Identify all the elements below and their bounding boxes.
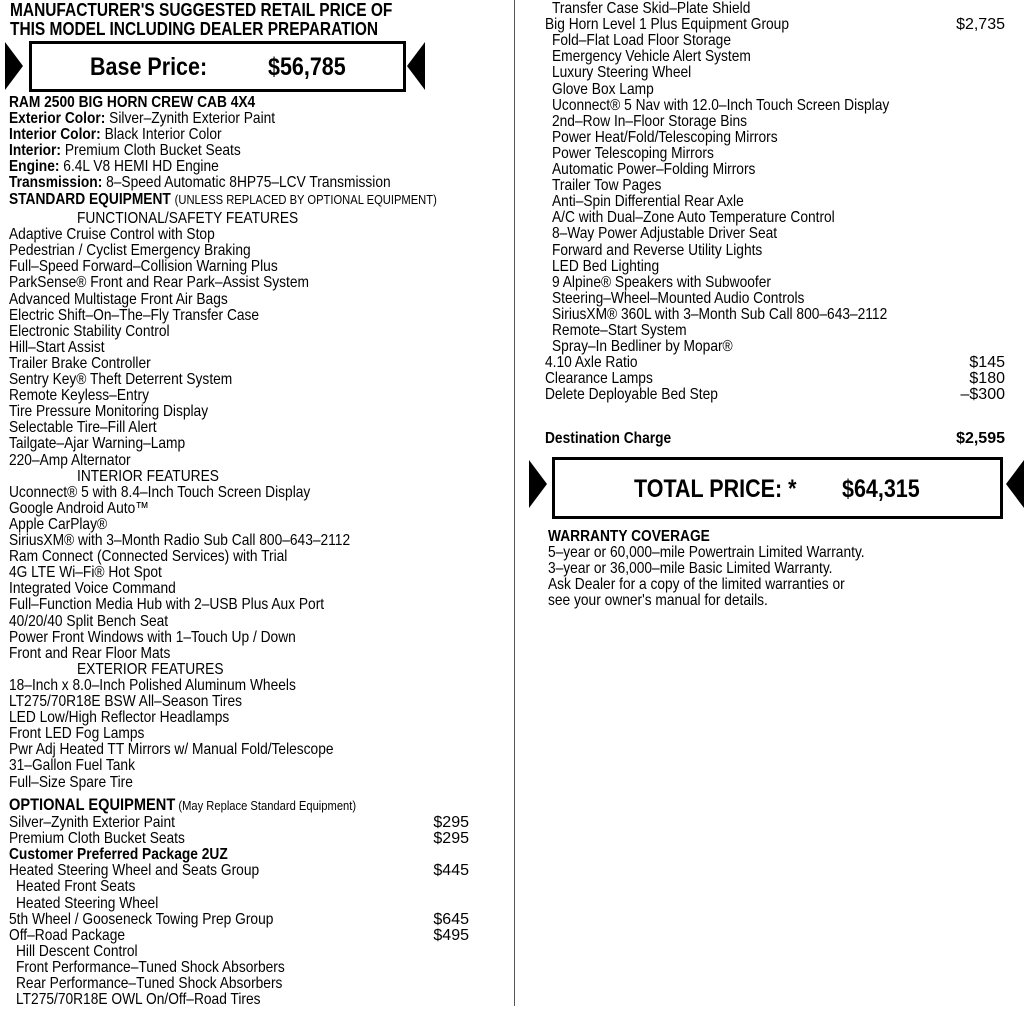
list-item: Tailgate–Ajar Warning–Lamp xyxy=(9,435,186,453)
arrow-left-icon xyxy=(407,42,425,90)
interior: Interior: Premium Cloth Bucket Seats xyxy=(9,142,241,159)
list-item: Remote Keyless–Entry xyxy=(9,387,149,405)
list-item: Transfer Case Skid–Plate Shield xyxy=(552,0,751,17)
header-line-1: MANUFACTURER'S SUGGESTED RETAIL PRICE OF xyxy=(10,0,393,20)
warranty-line: Ask Dealer for a copy of the limited warranties or xyxy=(548,576,845,594)
list-item: Uconnect® 5 Nav with 12.0–Inch Touch Screen Display xyxy=(552,96,890,114)
item-price: $445 xyxy=(433,862,469,880)
item-price: –$300 xyxy=(960,386,1005,404)
interior-color: Interior Color: Black Interior Color xyxy=(9,126,222,143)
list-item: Spray–In Bedliner by Mopar® xyxy=(552,338,733,356)
transmission: Transmission: 8–Speed Automatic 8HP75–LCV Transmission xyxy=(9,174,391,191)
list-item: Glove Box Lamp xyxy=(552,80,654,98)
list-item: Full–Speed Forward–Collision Warning Plus xyxy=(9,258,278,276)
item-price: $295 xyxy=(433,814,469,831)
list-item: Off–Road Package xyxy=(9,926,126,944)
list-item: Trailer Brake Controller xyxy=(9,354,151,372)
list-item: Full–Size Spare Tire xyxy=(9,773,133,791)
exterior-color: Exterior Color: Silver–Zynith Exterior Paint xyxy=(9,110,276,127)
arrow-right-icon xyxy=(5,42,23,90)
list-item: Power Heat/Fold/Telescoping Mirrors xyxy=(552,128,778,146)
list-item: Fold–Flat Load Floor Storage xyxy=(552,32,731,50)
header-line-2: THIS MODEL INCLUDING DEALER PREPARATION xyxy=(10,19,379,39)
list-item: Heated Steering Wheel and Seats Group xyxy=(9,862,260,880)
list-item: Rear Performance–Tuned Shock Absorbers xyxy=(16,975,283,992)
optional-equipment-heading: OPTIONAL EQUIPMENT (May Replace Standard Equipment) xyxy=(9,795,357,814)
list-item: 2nd–Row In–Floor Storage Bins xyxy=(552,112,748,130)
base-price-value: $56,785 xyxy=(268,53,346,81)
destination-value: $2,595 xyxy=(956,430,1005,447)
list-item: LED Low/High Reflector Headlamps xyxy=(9,709,230,727)
section-subheading: EXTERIOR FEATURES xyxy=(77,660,224,678)
list-item: Forward and Reverse Utility Lights xyxy=(552,241,763,259)
list-item: Hill Descent Control xyxy=(16,942,138,960)
list-item: Luxury Steering Wheel xyxy=(552,64,692,82)
list-item: 40/20/40 Split Bench Seat xyxy=(9,612,169,630)
list-item: Advanced Multistage Front Air Bags xyxy=(9,290,228,308)
list-item: Sentry Key® Theft Deterrent System xyxy=(9,371,233,388)
item-price: $145 xyxy=(969,354,1005,372)
item-price: $295 xyxy=(433,830,469,848)
list-item: 8–Way Power Adjustable Driver Seat xyxy=(552,225,778,243)
list-item: Heated Steering Wheel xyxy=(16,894,159,912)
list-item: Premium Cloth Bucket Seats xyxy=(9,830,185,848)
list-item: Front Performance–Tuned Shock Absorbers xyxy=(16,958,285,976)
item-price: $645 xyxy=(433,910,469,928)
vehicle-model: RAM 2500 BIG HORN CREW CAB 4X4 xyxy=(9,94,256,111)
list-item: 5th Wheel / Gooseneck Towing Prep Group xyxy=(9,910,274,928)
list-item: 220–Amp Alternator xyxy=(9,451,131,469)
list-item: Tire Pressure Monitoring Display xyxy=(9,403,209,421)
list-item: LT275/70R18E OWL On/Off–Road Tires xyxy=(16,991,261,1009)
list-item: Automatic Power–Folding Mirrors xyxy=(552,161,756,178)
list-item: 31–Gallon Fuel Tank xyxy=(9,757,135,775)
item-price: $180 xyxy=(969,370,1005,388)
section-subheading: FUNCTIONAL/SAFETY FEATURES xyxy=(77,210,299,227)
warranty-line: 3–year or 36,000–mile Basic Limited Warranty. xyxy=(548,560,833,578)
warranty-line: see your owner's manual for details. xyxy=(548,592,768,610)
list-item: Hill–Start Assist xyxy=(9,338,105,356)
list-item: A/C with Dual–Zone Auto Temperature Control xyxy=(552,209,835,227)
list-item: Steering–Wheel–Mounted Audio Controls xyxy=(552,289,805,307)
item-price: $2,735 xyxy=(956,16,1005,34)
list-item: Clearance Lamps xyxy=(545,370,653,388)
list-item: Integrated Voice Command xyxy=(9,580,176,598)
list-item: Heated Front Seats xyxy=(16,878,136,896)
list-item: Pwr Adj Heated TT Mirrors w/ Manual Fold/Telescope xyxy=(9,741,334,759)
total-price-label: TOTAL PRICE: * xyxy=(634,475,797,503)
list-item: Selectable Tire–Fill Alert xyxy=(9,419,157,437)
list-item: Full–Function Media Hub with 2–USB Plus Aux Port xyxy=(9,596,325,614)
list-item: 4.10 Axle Ratio xyxy=(545,354,638,372)
list-item: Apple CarPlay® xyxy=(9,515,108,533)
list-item: Google Android Auto™ xyxy=(9,499,149,517)
engine: Engine: 6.4L V8 HEMI HD Engine xyxy=(9,158,219,175)
destination-label: Destination Charge xyxy=(545,430,672,447)
base-price-box xyxy=(29,41,406,92)
list-item: Adaptive Cruise Control with Stop xyxy=(9,226,215,244)
list-item: Silver–Zynith Exterior Paint xyxy=(9,814,175,831)
list-item: 4G LTE Wi–Fi® Hot Spot xyxy=(9,564,162,582)
list-item: Customer Preferred Package 2UZ xyxy=(9,846,228,864)
list-item: Big Horn Level 1 Plus Equipment Group xyxy=(545,16,789,34)
list-item: Remote–Start System xyxy=(552,322,687,339)
list-item: ParkSense® Front and Rear Park–Assist System xyxy=(9,274,309,292)
item-price: $495 xyxy=(433,926,469,944)
arrow-right-icon xyxy=(529,460,547,508)
list-item: 18–Inch x 8.0–Inch Polished Aluminum Wheels xyxy=(9,676,296,694)
list-item: Electronic Stability Control xyxy=(9,322,170,340)
list-item: Front and Rear Floor Mats xyxy=(9,644,171,662)
total-price-value: $64,315 xyxy=(842,475,920,503)
list-item: SiriusXM® 360L with 3–Month Sub Call 800–643–2112 xyxy=(552,305,888,323)
list-item: Electric Shift–On–The–Fly Transfer Case xyxy=(9,306,260,324)
list-item: SiriusXM® with 3–Month Radio Sub Call 800–643–2112 xyxy=(9,532,351,549)
arrow-left-icon xyxy=(1006,460,1024,508)
list-item: Trailer Tow Pages xyxy=(552,177,662,195)
list-item: 9 Alpine® Speakers with Subwoofer xyxy=(552,273,771,291)
list-item: Delete Deployable Bed Step xyxy=(545,386,718,404)
list-item: Anti–Spin Differential Rear Axle xyxy=(552,193,744,211)
list-item: Power Front Windows with 1–Touch Up / Down xyxy=(9,628,296,646)
standard-equipment-heading: STANDARD EQUIPMENT (UNLESS REPLACED BY OPTIONAL EQUIPMENT) xyxy=(9,191,437,208)
list-item: Front LED Fog Lamps xyxy=(9,725,145,743)
total-price-box xyxy=(552,457,1003,519)
base-price-label: Base Price: xyxy=(90,53,208,81)
list-item: Ram Connect (Connected Services) with Trial xyxy=(9,548,288,566)
list-item: Emergency Vehicle Alert System xyxy=(552,48,751,66)
list-item: Pedestrian / Cyclist Emergency Braking xyxy=(9,242,251,260)
warranty-line: 5–year or 60,000–mile Powertrain Limited Warranty. xyxy=(548,544,865,561)
list-item: LT275/70R18E BSW All–Season Tires xyxy=(9,693,243,710)
column-divider xyxy=(514,0,515,1006)
list-item: Uconnect® 5 with 8.4–Inch Touch Screen Display xyxy=(9,483,311,501)
section-subheading: INTERIOR FEATURES xyxy=(77,467,219,485)
list-item: Power Telescoping Mirrors xyxy=(552,144,714,162)
warranty-title: WARRANTY COVERAGE xyxy=(548,528,710,545)
list-item: LED Bed Lighting xyxy=(552,257,660,275)
